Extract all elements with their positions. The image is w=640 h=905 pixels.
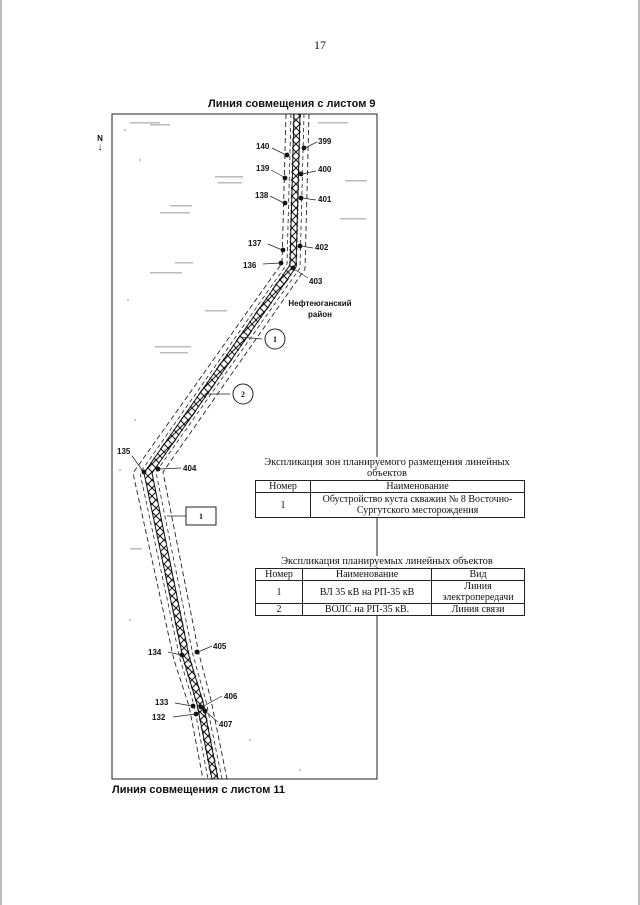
callout-square-1-label: 1 [199, 512, 203, 521]
north-arrow-icon: ↓ [97, 142, 103, 153]
point-label-403: 403 [309, 277, 323, 286]
point-leaders [132, 142, 317, 722]
lines-row2-name: ВОЛС на РП-35 кВ. [303, 604, 432, 616]
table-header-row [256, 569, 525, 581]
point-label-138: 138 [255, 191, 269, 200]
point-label-136: 136 [243, 261, 257, 270]
lines-legend-table [255, 568, 525, 616]
match-line-top-caption: Линия совмещения с листом 9 [208, 98, 376, 110]
zones-legend-title: Экспликация зон планируемого размещения линейных объектов [262, 457, 512, 479]
lines-legend-title: Экспликация планируемых линейных объектов [262, 556, 512, 567]
point-label-399: 399 [318, 137, 332, 146]
point-label-401: 401 [318, 195, 332, 204]
point-label-132: 132 [152, 713, 166, 722]
point-label-407: 407 [219, 720, 233, 729]
point-label-140: 140 [256, 142, 270, 151]
lines-row2-number: 2 [256, 604, 303, 616]
lines-header-type: Вид [432, 569, 525, 581]
zones-header-name: Наименование [311, 481, 525, 493]
callout-circle-2-label: 2 [241, 390, 245, 399]
point-label-405: 405 [213, 642, 227, 651]
callout-circle-1-label: 1 [273, 335, 277, 344]
point-label-400: 400 [318, 165, 332, 174]
boundary-points [142, 146, 307, 717]
lines-row2-type: Линия связи [432, 604, 525, 616]
lines-header-name: Наименование [303, 569, 432, 581]
zones-row-number: 1 [256, 493, 311, 518]
point-labels [117, 137, 332, 729]
point-label-137: 137 [248, 239, 262, 248]
table-row [256, 581, 525, 604]
lines-row1-name: ВЛ 35 кВ на РП-35 кВ [303, 581, 432, 604]
map-frame [112, 114, 377, 779]
linear-object-corridor [144, 114, 300, 779]
north-label: N [97, 134, 103, 143]
table-row [256, 493, 525, 518]
match-line-bottom-caption: Линия совмещения с листом 11 [112, 784, 286, 796]
page-number: 17 [314, 38, 326, 52]
terrain-marks [119, 122, 367, 771]
lines-header-number: Номер [256, 569, 303, 581]
point-label-135: 135 [117, 447, 131, 456]
district-label-line1: Нефтеюганский [288, 299, 352, 308]
lines-row1-number: 1 [256, 581, 303, 604]
point-label-404: 404 [183, 464, 197, 473]
zones-header-number: Номер [256, 481, 311, 493]
zones-row-name: Обустройство куста скважин № 8 Восточно-Сургутского месторождения [311, 493, 525, 518]
zones-legend-table [255, 480, 525, 518]
point-label-402: 402 [315, 243, 329, 252]
table-row [256, 604, 525, 616]
point-label-406: 406 [224, 692, 238, 701]
lines-row1-type: Линия электропередачи [432, 581, 525, 604]
district-label-line2: район [308, 310, 332, 319]
point-label-134: 134 [148, 648, 162, 657]
zone-boundary [133, 114, 309, 779]
point-label-133: 133 [155, 698, 169, 707]
table-header-row [256, 481, 525, 493]
point-label-139: 139 [256, 164, 270, 173]
